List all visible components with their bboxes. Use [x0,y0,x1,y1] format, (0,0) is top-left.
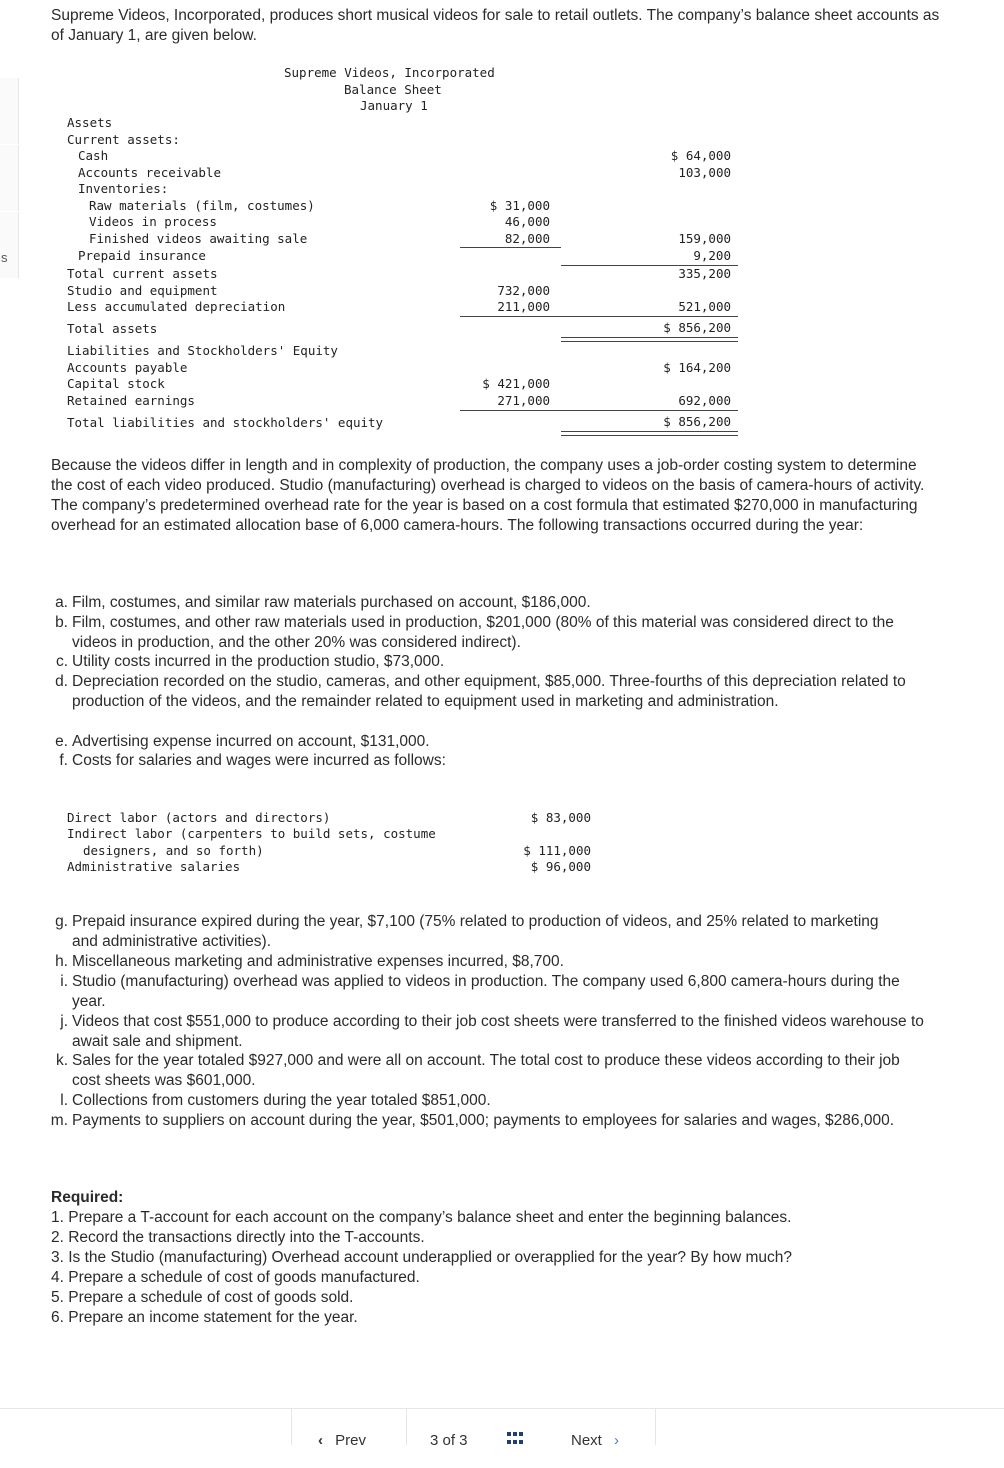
bs-cs-label: Capital stock [67,376,165,391]
transaction-label: k. [55,1052,68,1069]
transaction-label: a. [55,594,68,611]
bs-re-total: 692,000 [678,393,731,408]
side-panel-fragment-text: s [1,250,8,265]
salaries-indirect-label-1: Indirect labor (carpenters to build sets, costume [67,826,436,841]
bs-rule-total-le [561,431,738,436]
transaction-text: Sales for the year totaled $927,000 and were all on account. The total cost to produce these videos according to their job cost sheets was $601,000. [72,1052,900,1089]
transaction-label: m. [50,1112,68,1129]
bs-cash-total: $ 64,000 [670,148,731,163]
transaction-text: Utility costs incurred in the production studio, $73,000. [72,653,445,670]
next-button[interactable] [571,1432,619,1468]
bs-company: Supreme Videos, Incorporated [284,65,495,80]
bs-prepaid-label: Prepaid insurance [78,248,206,263]
salaries-direct-label: Direct labor (actors and directors) [67,810,331,825]
bs-fg-label: Finished videos awaiting sale [89,231,308,246]
transaction-text: Advertising expense incurred on account, $131,000. [72,733,430,750]
bs-rule-inventories [460,247,561,248]
bs-re-amount: 271,000 [497,393,550,408]
transaction-label: h. [55,953,68,970]
bs-tle-label: Total liabilities and stockholders' equity [67,415,384,430]
bs-cs-amount: $ 421,000 [482,376,550,391]
bs-rule-equity-total [561,410,738,411]
bs-wip-amount: 46,000 [504,214,550,229]
bs-inventories-heading: Inventories: [78,181,169,196]
balance-sheet [0,0,1004,440]
nav-divider [291,1409,292,1445]
required-section [51,1188,951,1328]
transaction-label: j. [60,1013,68,1030]
transaction-text: Depreciation recorded on the studio, cameras, and other equipment, $85,000. Three-fourths of this depreciation related to production of the videos, and the remainder related to equipment used in marketing and administration. [72,673,906,710]
transaction-label: e. [55,733,68,750]
pagination-bar [0,1408,1004,1449]
bs-accdep-total: 521,000 [678,299,731,314]
bs-liab-heading: Liabilities and Stockholders' Equity [67,343,338,358]
transaction-label: i. [60,973,68,990]
nav-divider [406,1409,407,1445]
bs-raw-label: Raw materials (film, costumes) [89,198,315,213]
bs-tca-label: Total current assets [67,266,218,281]
bs-re-label: Retained earnings [67,393,195,408]
transaction-text: Payments to suppliers on account during the year, $501,000; payments to employees for salaries and wages, $286,000. [72,1112,895,1129]
transaction-text: Collections from customers during the year totaled $851,000. [72,1092,491,1109]
bs-rule-total-assets [561,337,738,342]
bs-date: January 1 [360,98,428,113]
bs-ta-total: $ 856,200 [663,320,731,335]
transaction-text: Film, costumes, and other raw materials used in production, $201,000 (80% of this material was considered direct to the videos in production, and the other 20% was considered indirect). [72,614,894,651]
required-item: 1. Prepare a T-account for each account on the company’s balance sheet and enter the beginning balances. [51,1209,792,1226]
bs-cash-label: Cash [78,148,109,163]
salaries-indirect-label-2: designers, and so forth) [83,843,264,858]
bs-prepaid-total: 9,200 [693,248,731,263]
bs-tca-total: 335,200 [678,266,731,281]
transaction-text: Videos that cost $551,000 to produce according to their job cost sheets were transferred to the finished videos warehouse to await sale and shipment. [72,1013,924,1050]
transaction-text: Costs for salaries and wages were incurred as follows: [72,752,446,769]
transaction-label: c. [55,653,68,670]
chevron-left-icon: ‹ [318,1432,323,1449]
bs-wip-label: Videos in process [89,214,217,229]
transaction-text: Studio (manufacturing) overhead was applied to videos in production. The company used 6,800 camera-hours during the year. [72,973,900,1010]
prev-button-label: Prev [335,1432,367,1449]
salaries-admin-amount: $ 96,000 [530,859,591,874]
transaction-label: d. [55,673,68,690]
transaction-label: f. [59,752,68,769]
bs-raw-amount: $ 31,000 [489,198,550,213]
required-item: 6. Prepare an income statement for the year. [51,1309,358,1326]
bs-accdep-label: Less accumulated depreciation [67,299,286,314]
required-item: 4. Prepare a schedule of cost of goods manufactured. [51,1269,420,1286]
required-item: 5. Prepare a schedule of cost of goods sold. [51,1289,354,1306]
bs-fg-total: 159,000 [678,231,731,246]
bs-ap-label: Accounts payable [67,360,188,375]
salaries-indirect-amount: $ 111,000 [523,843,591,858]
bs-title: Balance Sheet [344,82,442,97]
chevron-right-icon: › [614,1432,620,1449]
prev-button[interactable] [318,1432,366,1468]
salaries-admin-label: Administrative salaries [67,859,241,874]
salaries-direct-amount: $ 83,000 [530,810,591,825]
bs-ta-label: Total assets [67,321,158,336]
required-item: 3. Is the Studio (manufacturing) Overhead account underapplied or overapplied for the year? By how much? [51,1249,792,1266]
bs-studio-amount: 732,000 [497,283,550,298]
bs-studio-label: Studio and equipment [67,283,218,298]
bs-ar-total: 103,000 [678,165,731,180]
bs-current-assets-heading: Current assets: [67,132,180,147]
bs-accdep-amount: 211,000 [497,299,550,314]
bs-assets-heading: Assets [67,115,113,130]
bs-rule-equity [460,410,561,411]
transaction-text: Miscellaneous marketing and administrative expenses incurred, $8,700. [72,953,564,970]
required-heading: Required: [51,1189,124,1206]
costing-paragraph: Because the videos differ in length and in complexity of production, the company uses a job-order costing system to determine the cost of each video produced. Studio (manufacturing) overhead is charged to videos on the basis of camera-hours of activity. The company’s predetermined overhead rate for the year is based on a cost formula that estimated $270,000 in manufacturing overhead for an estimated allocation base of 6,000 camera-hours. The following transactions occurred during the year: [51,457,925,534]
bs-rule-ppe [460,316,561,317]
bs-fg-amount: 82,000 [504,231,550,246]
next-button-label: Next [571,1432,602,1449]
intro-paragraph: Supreme Videos, Incorporated, produces short musical videos for sale to retail outlets. The company’s balance sheet accounts as of January 1, are given below. [51,7,940,44]
bs-rule-ppe-net [561,316,738,317]
transaction-text: Prepaid insurance expired during the year, $7,100 (75% related to production of videos, and 25% related to marketing and administrative activities). [72,913,879,950]
bs-ap-total: $ 164,200 [663,360,731,375]
transaction-label: g. [55,913,68,930]
transaction-text: Film, costumes, and similar raw materials purchased on account, $186,000. [72,594,591,611]
page-indicator-label: 3 of 3 [430,1432,468,1449]
bs-tle-total: $ 856,200 [663,414,731,429]
bs-ar-label: Accounts receivable [78,165,221,180]
page-indicator [430,1432,468,1468]
nav-divider [655,1409,656,1445]
transaction-label: l. [60,1092,68,1109]
required-item: 2. Record the transactions directly into the T-accounts. [51,1229,425,1246]
transaction-label: b. [55,614,68,631]
